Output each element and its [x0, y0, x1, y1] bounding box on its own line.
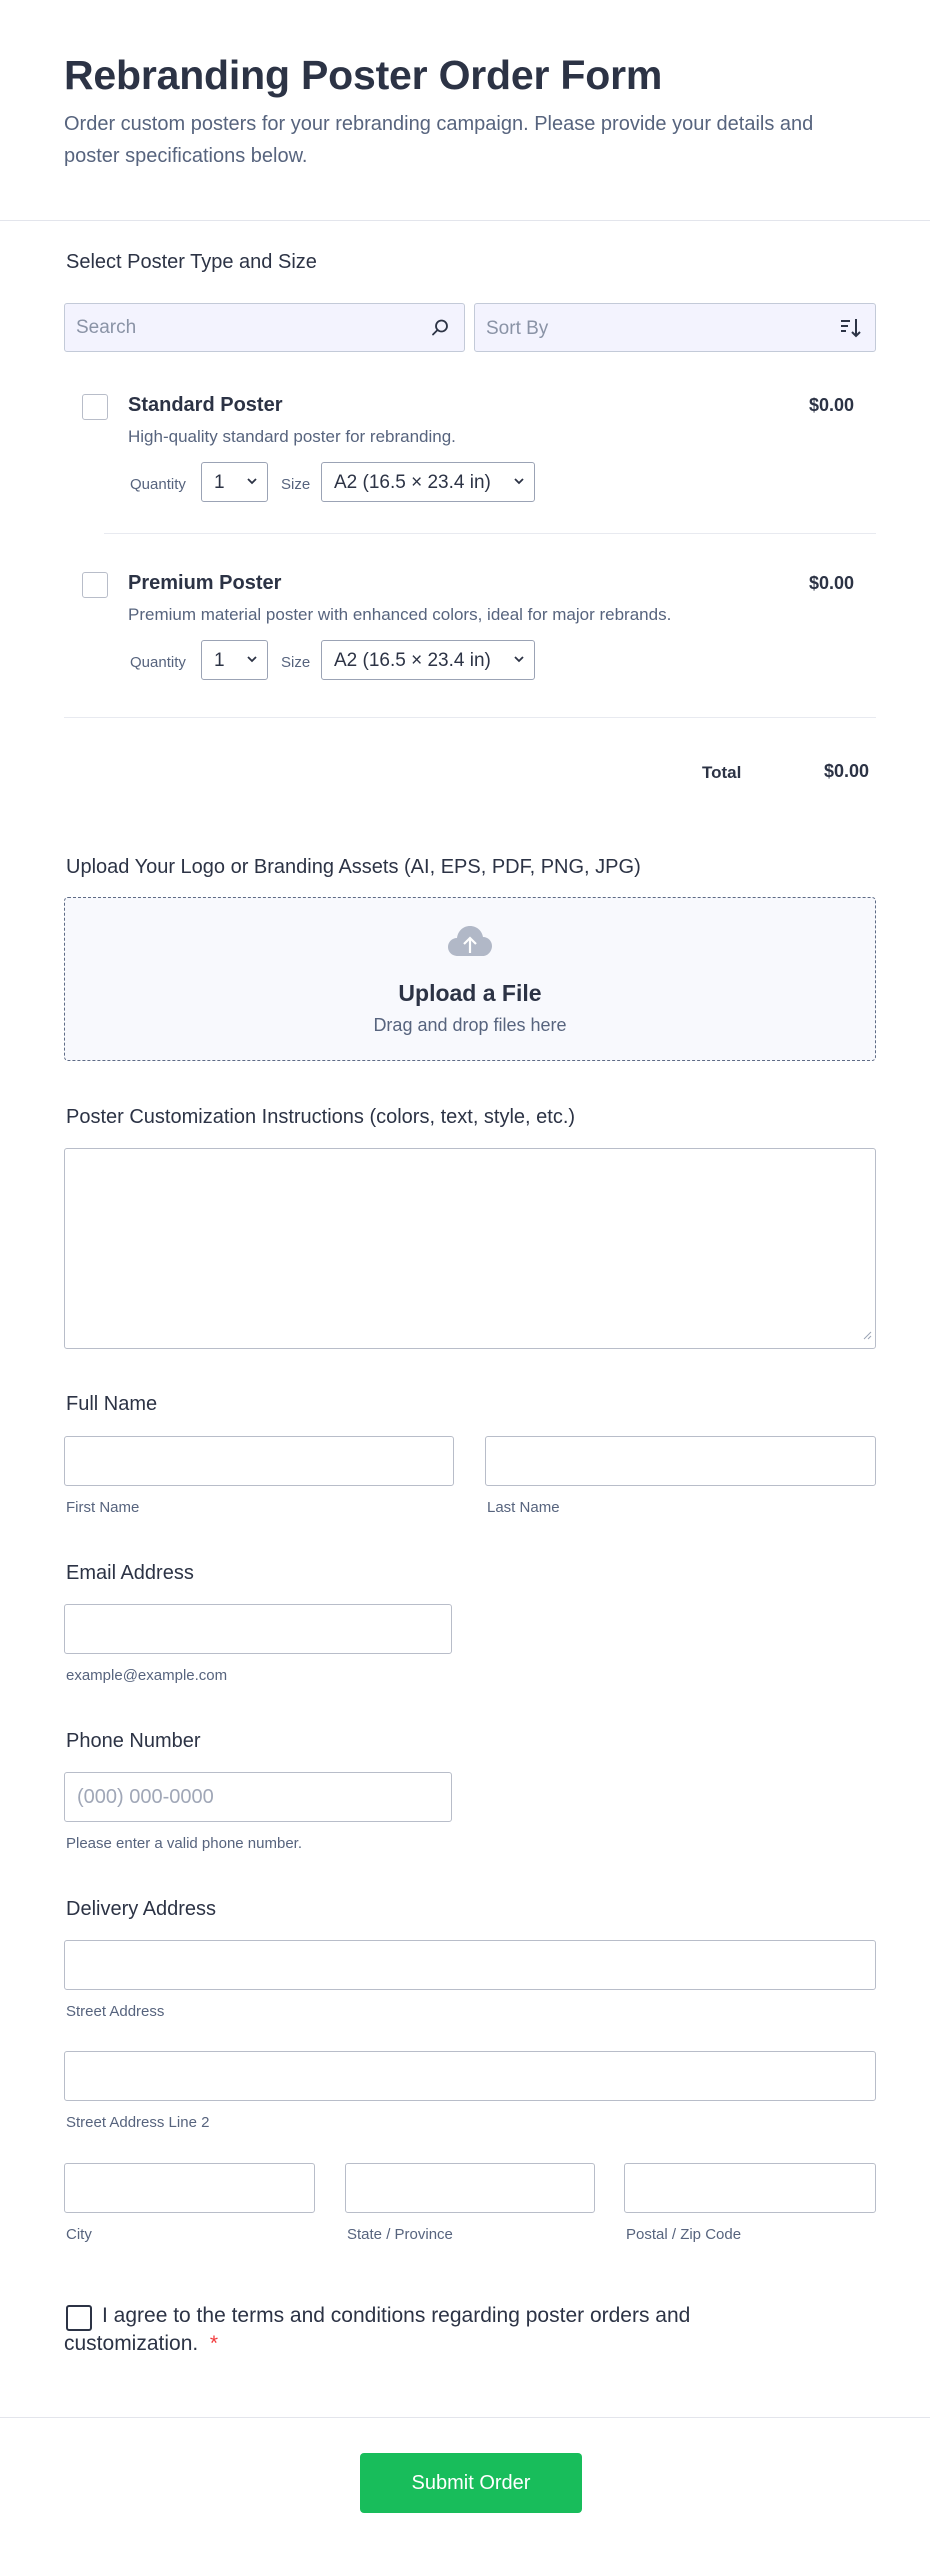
quantity-value: 1: [214, 472, 225, 493]
size-select[interactable]: [321, 640, 535, 680]
instructions-textarea[interactable]: [64, 1148, 876, 1349]
product-list-divider: [64, 717, 876, 718]
product-description: Premium material poster with enhanced colors, ideal for major rebrands.: [128, 605, 672, 624]
product-divider: [104, 533, 876, 534]
size-value: A2 (16.5 × 23.4 in): [334, 650, 491, 671]
chevron-down-icon: [245, 651, 259, 673]
email-sublabel: example@example.com: [66, 1667, 228, 1684]
product-price: $0.00: [808, 573, 854, 593]
product-checkbox[interactable]: [82, 572, 108, 598]
street-address-input[interactable]: [64, 1940, 876, 1990]
product-name: Standard Poster: [128, 394, 283, 416]
chevron-down-icon: [512, 651, 526, 673]
quantity-label: Quantity: [130, 654, 186, 671]
street-address-line2-input[interactable]: [64, 2051, 876, 2101]
phone-input[interactable]: [64, 1772, 452, 1822]
form-header: [0, 0, 930, 221]
state-input[interactable]: [345, 2163, 595, 2213]
form-title: Rebranding Poster Order Form: [64, 52, 663, 98]
chevron-down-icon: [512, 473, 526, 495]
size-label: Size: [281, 654, 311, 671]
quantity-label: Quantity: [130, 476, 186, 493]
phone-label: Phone Number: [66, 1730, 201, 1752]
cloud-upload-icon: [446, 923, 494, 964]
city-sublabel: City: [66, 2226, 92, 2243]
sort-by-select[interactable]: [474, 303, 876, 352]
chevron-down-icon: [245, 473, 259, 495]
email-input[interactable]: [64, 1604, 452, 1654]
product-item: [64, 558, 876, 698]
address-label: Delivery Address: [66, 1898, 217, 1920]
footer-divider: [0, 2417, 930, 2418]
size-label: Size: [281, 476, 311, 493]
product-description: High-quality standard poster for rebranding.: [128, 427, 456, 446]
street-address-sublabel: Street Address: [66, 2003, 165, 2020]
first-name-sublabel: First Name: [66, 1499, 140, 1516]
search-icon[interactable]: [430, 318, 450, 343]
search-placeholder: Search: [76, 317, 137, 338]
size-value: A2 (16.5 × 23.4 in): [334, 472, 491, 493]
city-input[interactable]: [64, 2163, 315, 2213]
instructions-label: Poster Customization Instructions (colors, text, style, etc.): [66, 1106, 576, 1128]
first-name-input[interactable]: [64, 1436, 454, 1486]
form-subtitle: Order custom posters for your rebranding campaign. Please provide your details and poster specifications below.: [64, 113, 814, 167]
zip-sublabel: Postal / Zip Code: [626, 2226, 742, 2243]
quantity-select[interactable]: [201, 640, 268, 680]
product-section-label: Select Poster Type and Size: [66, 251, 317, 273]
last-name-sublabel: Last Name: [487, 1499, 560, 1516]
quantity-select[interactable]: [201, 462, 268, 502]
product-name: Premium Poster: [128, 572, 282, 594]
size-select[interactable]: [321, 462, 535, 502]
total-label: Total: [702, 763, 742, 782]
product-price: $0.00: [808, 395, 854, 415]
last-name-input[interactable]: [485, 1436, 876, 1486]
terms-text: I agree to the terms and conditions regarding poster orders and customization.: [64, 2304, 691, 2355]
state-sublabel: State / Province: [347, 2226, 453, 2243]
zip-input[interactable]: [624, 2163, 876, 2213]
submit-order-button[interactable]: Submit Order: [360, 2453, 582, 2513]
quantity-value: 1: [214, 650, 225, 671]
file-upload-dropzone[interactable]: [64, 897, 876, 1061]
phone-sublabel: Please enter a valid phone number.: [66, 1835, 302, 1852]
required-mark: *: [209, 2332, 219, 2355]
product-checkbox[interactable]: [82, 394, 108, 420]
full-name-label: Full Name: [66, 1393, 158, 1415]
resize-handle-icon[interactable]: [862, 1327, 872, 1345]
sort-icon[interactable]: [839, 317, 863, 344]
upload-label: Upload Your Logo or Branding Assets (AI, EPS, PDF, PNG, JPG): [66, 856, 641, 878]
product-item: [64, 380, 876, 520]
product-search-input[interactable]: [64, 303, 465, 352]
upload-subtitle: Drag and drop files here: [373, 1015, 567, 1035]
sort-placeholder: Sort By: [486, 318, 549, 339]
street-address-line2-sublabel: Street Address Line 2: [66, 2114, 210, 2131]
email-label: Email Address: [66, 1562, 194, 1584]
total-value: $0.00: [824, 761, 870, 781]
terms-label: [64, 2302, 764, 2358]
upload-title: Upload a File: [398, 980, 542, 1006]
phone-placeholder: (000) 000-0000: [77, 1786, 214, 1808]
